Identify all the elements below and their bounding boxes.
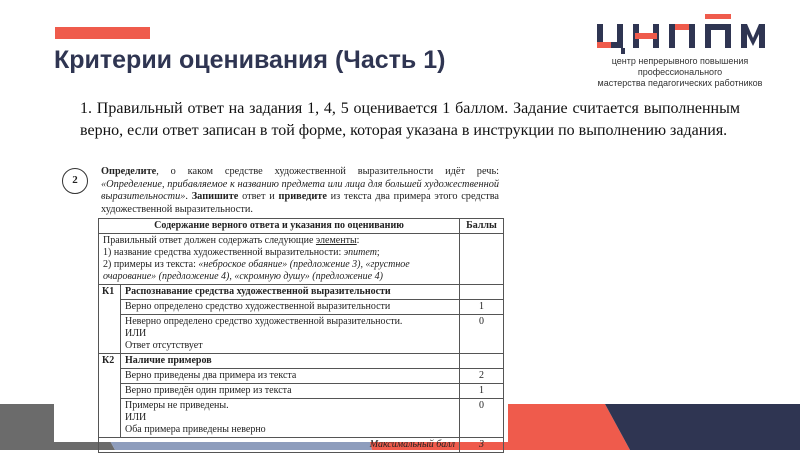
logo-subtitle: центр непрерывного повышения профессионального мастерства педагогических работников [597, 56, 763, 88]
table-row: Примеры не приведены. ИЛИ Оба примера приведены неверно 0 [99, 399, 504, 438]
table-row: К1 Распознавание средства художественной выразительности [99, 285, 504, 300]
table-row: Верно определено средство художественной выразительности 1 [99, 300, 504, 315]
table-row: Верно приведены два примера из текста 2 [99, 369, 504, 384]
criteria-table: Содержание верного ответа и указания по оцениванию Баллы Правильный ответ должен содержать следующие элементы: 1) название средства художественной выразительности: эпитет; 2) примеры из текста: «неброское обаяние» (предложение 3), «грустное очарование» (предложение 4), «скромную душу» (предложение 4) К1 Распознавание средства художественной выразительности Верно определено средство художественной выразительности 1 Неверно определено средство художественной выразительности. ИЛИ Ответ отсутствует 0 К2 Наличие примеров Верно приведены два примера из текста 2 Верно приведён один пример из текста 1 Примеры не приведены. ИЛИ Оба примера приведены неверно 0 Максимальный балл 3 [98, 218, 504, 453]
intro-paragraph: 1. Правильный ответ на задания 1, 4, 5 оценивается 1 баллом. Задание считается выполненным верно, если ответ записан в той форме, которая указана в инструкции по выполнению задания. [80, 100, 740, 139]
criteria-document [54, 160, 508, 450]
table-row: Максимальный балл 3 [99, 438, 504, 453]
accent-bar [55, 27, 150, 39]
table-row: Верно приведён один пример из текста 1 [99, 384, 504, 399]
logo-mark-icon [595, 12, 765, 54]
task-number: 2 [62, 168, 88, 194]
table-row: К2 Наличие примеров [99, 354, 504, 369]
logo [580, 12, 780, 89]
table-row: Правильный ответ должен содержать следующие элементы: 1) название средства художественной выразительности: эпитет; 2) примеры из текста: «неброское обаяние» (предложение 3), «грустное очарование» (предложение 4), «скромную душу» (предложение 4) [99, 234, 504, 285]
table-row: Неверно определено средство художественной выразительности. ИЛИ Ответ отсутствует 0 [99, 315, 504, 354]
task-text: Определите, о каком средстве художественной выразительности идёт речь: «Определение, прибавляемое к названию предмета или лица для большей художественной выразительности». Запишите ответ и приведите из текста два примера этого средства художественной выразительности. [101, 166, 499, 215]
slide-title: Критерии оценивания (Часть 1) [54, 46, 446, 74]
